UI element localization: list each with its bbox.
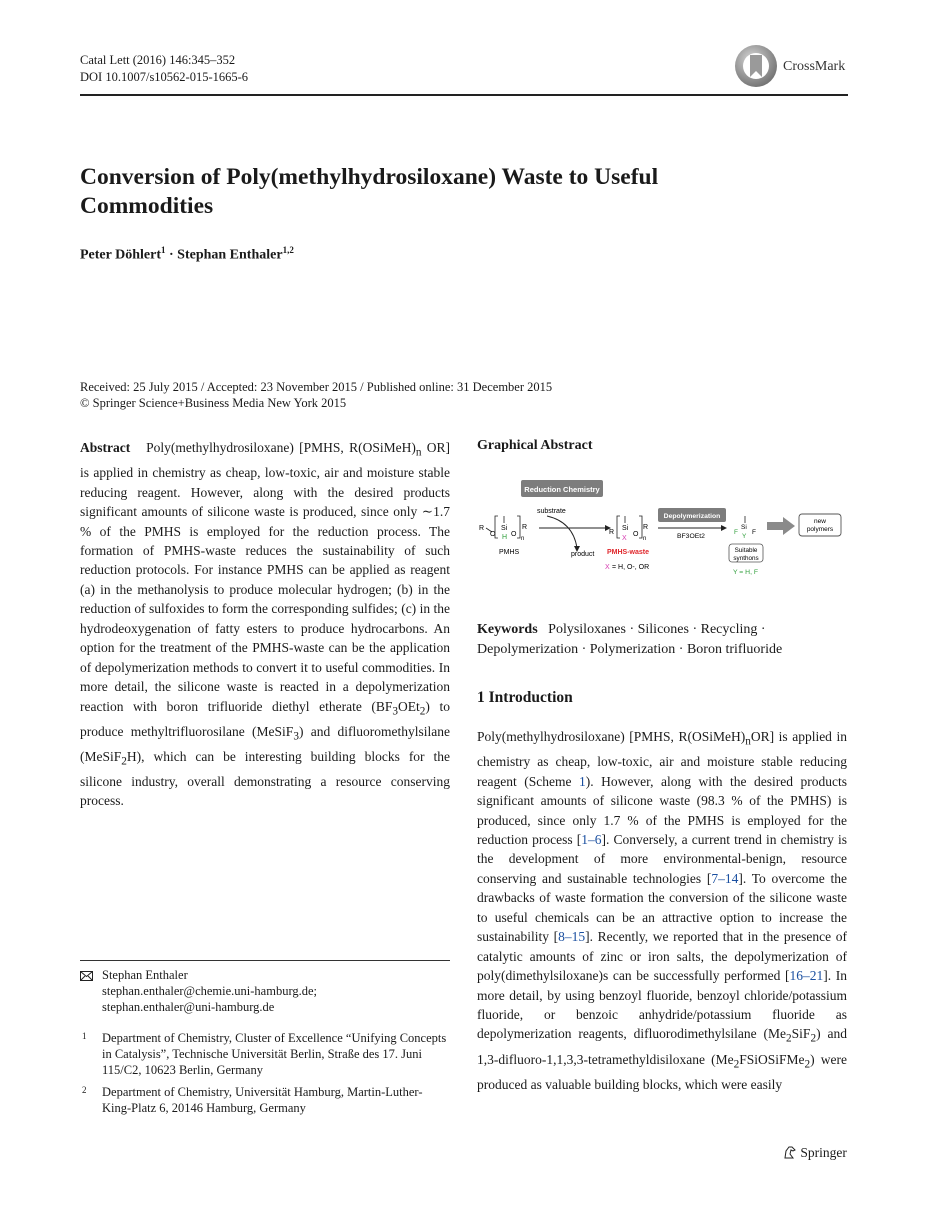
o-atom: O: [511, 531, 517, 538]
affiliation-1: [80, 1030, 450, 1078]
o-atom: O: [490, 531, 496, 538]
publisher-footer: [783, 1145, 847, 1163]
body-text: ]. To overcome the drawbacks of waste formation the conversion of the silicone waste to useful chemicals can be an attractive option to increase the sustainability [: [477, 870, 847, 945]
graphical-abstract-scheme: [477, 478, 847, 578]
f-atom: F: [752, 529, 756, 536]
affiliation-mark: 1,2: [282, 245, 294, 255]
body-text: OR] is applied in chemistry as cheap, low-toxic, air and moisture stable reducing reagent (Scheme: [477, 729, 847, 789]
abstract-text: ) and difluoromethylsilane (MeSiF: [80, 723, 450, 764]
article-title: Conversion of Poly(methylhydrosiloxane) Waste to Useful Commodities: [80, 164, 659, 219]
author-separator: ·: [165, 247, 178, 263]
reduction-label: Reduction Chemistry: [524, 485, 600, 494]
si-atom: Si: [741, 524, 747, 531]
si-atom: Si: [622, 525, 629, 532]
abstract-label: Abstract: [80, 440, 131, 455]
body-text: ]. Recently, we reported that in the presence of catalytic amounts of zinc or iron salts, the depolymerization of poly(dimethylsiloxane)s can be successfully performed [: [477, 929, 847, 984]
journal-citation: Catal Lett (2016) 146:345–352: [80, 53, 236, 67]
email-link[interactable]: stephan.enthaler@uni-hamburg.de: [102, 1000, 275, 1014]
springer-horse-icon: [783, 1145, 797, 1163]
affiliation-mark: 1: [160, 245, 166, 255]
body-text: ). However, along with the desired products significant amounts of silicone waste (98.3 % of the PMHS) is produced, since only 1.7 % of the PMHS is employed for the reduction process [: [477, 773, 848, 847]
abstract-text: H), which can be interesting building blocks for the silicone industry, overall demonstrating a resource conserving process.: [80, 748, 450, 809]
subscript: 3: [293, 730, 299, 743]
r-group: R: [609, 529, 615, 536]
body-text: ) and 1,3-difluoro-1,1,3,3-tetramethyldisiloxane (Me: [477, 1026, 847, 1067]
subscript: n: [415, 446, 422, 459]
abstract-text: OR] is applied in chemistry as cheap, low-toxic, air and moisture stable reducing reagent. However, along with the desired products significant amounts of silicone waste is produced, since only ∼1.7 % of the PMHS is employed for the reduction process. The formation of PMHS-waste reduces the sustainability of such reduction protocols. For instance PMHS can be applied as reagent (a) in the methanolysis to produce molecular hydrogen; (b) in the reduction of sulfoxides to form the corresponding sulfides; (c) in the hydrodeoxygenation of fatty esters to produce hydrocarbons. An option for the treatment of the PMHS-waste can be the application of depolymerization methods to convert it to useful commodities. In more detail, the silicone waste is reacted in a depolymerization reaction with boron trifluoride diethyl etherate (BF: [80, 440, 450, 714]
r-group: R: [643, 524, 649, 531]
introduction-body: [477, 727, 847, 1094]
subscript: 2: [733, 1058, 740, 1071]
author-name[interactable]: Stephan Enthaler: [177, 247, 283, 263]
subscript: 2: [810, 1033, 817, 1046]
envelope-icon: [80, 969, 93, 985]
suitable-line1: Suitable: [734, 547, 758, 554]
subscript: 3: [392, 705, 399, 718]
substrate-label: substrate: [537, 508, 566, 515]
f-atom: F: [734, 529, 738, 536]
x-definition: = H, O-, OR: [612, 564, 650, 571]
body-text: ) were produced as valuable building blocks, which were easily: [477, 1051, 847, 1092]
corresponding-author: [80, 967, 450, 1015]
abstract-text: OEt: [398, 698, 420, 714]
pmhs-label: PMHS: [499, 549, 520, 556]
running-header: [80, 52, 248, 86]
abstract-text: ) to produce methyltrifluorosilane (MeSiF: [80, 698, 451, 739]
x-atom: X: [622, 535, 627, 542]
depolymerization-label: Depolymerization: [663, 513, 721, 520]
crossmark-label: CrossMark: [783, 59, 846, 74]
body-text: ]. Conversely, a current trend in chemistry is the development of more environmental-benign, resource conserving and sustainable technologies [: [477, 831, 847, 886]
author-list: [80, 245, 294, 264]
footnote-rule: [80, 960, 450, 961]
new-polymers-line2: polymers: [806, 526, 834, 533]
corresponding-name: Stephan Enthaler: [102, 968, 188, 982]
citation-link[interactable]: 8–15: [558, 929, 586, 945]
copyright-line: © Springer Science+Business Media New York 2015: [80, 396, 347, 410]
affiliation-number: 1: [82, 1031, 87, 1041]
si-atom: Si: [501, 525, 508, 532]
n-subscript: n: [521, 536, 525, 542]
publisher-name: Springer: [800, 1145, 847, 1160]
y-definition: Y = H, F: [733, 569, 758, 576]
r-group: R: [479, 525, 485, 532]
bf3-label: BF3OEt2: [677, 533, 705, 540]
body-text: Poly(methylhydrosiloxane) [PMHS, R(OSiMeH): [477, 729, 746, 744]
n-subscript: n: [643, 536, 647, 542]
author-name[interactable]: Peter Döhlert: [80, 247, 161, 263]
body-text: SiF: [791, 1026, 811, 1042]
subscript: 2: [121, 755, 127, 768]
h-atom: H: [502, 534, 508, 541]
r-group: R: [522, 524, 528, 531]
x-marker: X: [605, 564, 610, 571]
keywords: [477, 620, 847, 660]
forward-arrow-icon: [767, 517, 795, 535]
graphical-abstract-title: Graphical Abstract: [477, 438, 593, 453]
y-atom: Y: [742, 533, 747, 540]
crossmark-badge[interactable]: [735, 45, 849, 91]
affiliation-text: Department of Chemistry, Cluster of Excellence “Unifying Concepts in Catalysis”, Technische Universität Berlin, Straße des 17. Juni 115/C2, 10623 Berlin, Germany: [102, 1031, 447, 1077]
new-polymers-line1: new: [814, 518, 826, 525]
body-text: ]. In more detail, by using benzoyl fluoride, benzoyl chloride/potassium fluoride, or benzoic anhydride/potassium fluoride as depolymerization reagents, difluorodimethylsilane (Me: [477, 968, 848, 1042]
keywords-label: Keywords: [477, 622, 538, 637]
abstract: [80, 438, 450, 811]
abstract-text: Poly(methylhydrosiloxane) [PMHS, R(OSiMeH): [146, 440, 416, 455]
citation-link[interactable]: 16–21: [789, 968, 824, 984]
doi[interactable]: DOI 10.1007/s10562-015-1665-6: [80, 70, 249, 84]
article-history: [80, 379, 552, 411]
crossmark-icon: [735, 45, 777, 87]
section-heading: 1 Introduction: [477, 689, 573, 706]
scheme-reference-link[interactable]: 1: [579, 773, 586, 789]
subscript: n: [745, 735, 751, 748]
subscript: 2: [786, 1033, 792, 1046]
keywords-list: Polysiloxanes · Silicones · Recycling · Depolymerization · Polymerization · Boron trifluoride: [477, 622, 783, 657]
affiliation-text: Department of Chemistry, Universität Hamburg, Martin-Luther-King-Platz 6, 20146 Hamburg, Germany: [102, 1085, 423, 1115]
product-label: product: [571, 551, 595, 558]
o-atom: O: [633, 531, 639, 538]
pmhs-waste-label: PMHS-waste: [607, 549, 650, 556]
affiliation-2: [80, 1084, 450, 1116]
header-rule: [80, 94, 848, 96]
body-text: FSiOSiFMe: [739, 1051, 805, 1067]
subscript: 2: [804, 1058, 811, 1071]
subscript: 2: [419, 705, 426, 718]
citation-link[interactable]: 1–6: [581, 831, 602, 847]
suitable-line2: synthons: [733, 555, 759, 562]
dates-line: Received: 25 July 2015 / Accepted: 23 November 2015 / Published online: 31 December 2015: [80, 380, 553, 394]
citation-link[interactable]: 7–14: [711, 870, 739, 886]
email-link[interactable]: stephan.enthaler@chemie.uni-hamburg.de;: [102, 984, 318, 998]
affiliation-number: 2: [82, 1085, 87, 1095]
